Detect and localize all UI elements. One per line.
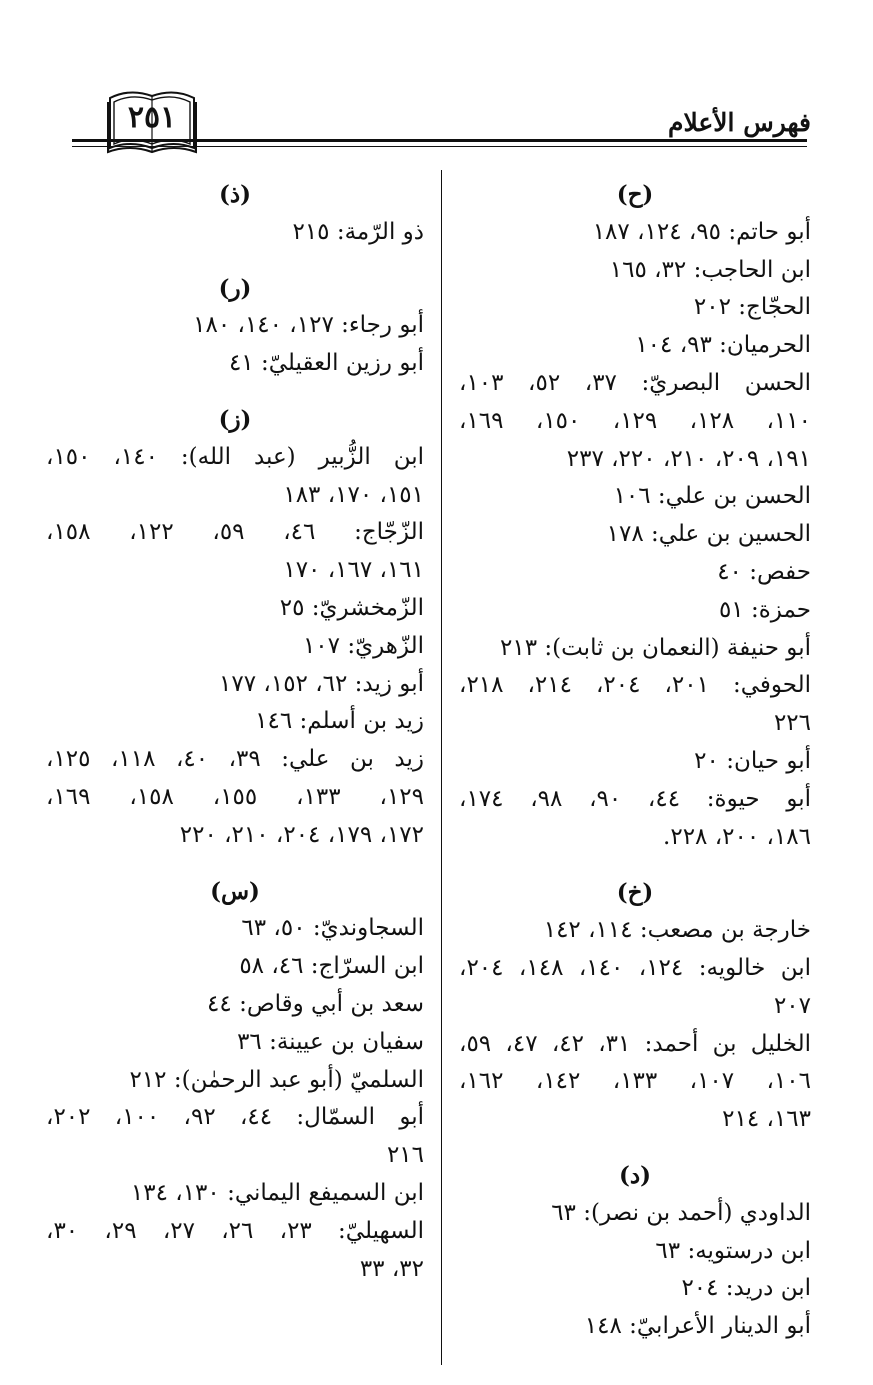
index-entry-line: الحجّاج: ٢٠٢: [693, 294, 811, 321]
index-column-right: [459, 176, 811, 1346]
index-entry-line: الحسن بن علي: ١٠٦: [613, 483, 811, 510]
index-entry-line: زيد بن أسلم: ١٤٦: [255, 708, 424, 735]
index-entry-line: السهيليّ: ٢٣، ٢٦، ٢٧، ٢٩، ٣٠،: [46, 1217, 425, 1244]
index-entry-line: الداودي (أحمد بن نصر): ٦٣: [551, 1199, 811, 1226]
index-entry-line: ابن السميفع اليماني: ١٣٠، ١٣٤: [130, 1179, 424, 1206]
index-entry-line: ٢٢٦: [773, 710, 811, 737]
index-entry-line: أبو حاتم: ٩٥، ١٢٤، ١٨٧: [592, 218, 811, 245]
index-entry-line: الحرميان: ٩٣، ١٠٤: [635, 332, 811, 359]
index-entry-line: ذو الرّمة: ٢١٥: [292, 218, 424, 245]
index-entry-line: حفص: ٤٠: [717, 558, 811, 585]
index-entry-line: الزّهريّ: ١٠٧: [302, 632, 424, 659]
index-entry-line: الحوفي: ٢٠١، ٢٠٤، ٢١٤، ٢١٨،: [459, 672, 811, 699]
index-entry-line: أبو حنيفة (النعمان بن ثابت): ٢١٣: [500, 634, 811, 661]
index-entry-line: ٢٠٧: [773, 992, 811, 1019]
index-entry-line: السلميّ (أبو عبد الرحمٰن): ٢١٢: [129, 1066, 424, 1093]
section-letter-heading: (س): [210, 877, 260, 905]
index-entry-line: ٣٢، ٣٣: [359, 1255, 424, 1282]
section-spacer: [46, 855, 424, 873]
index-entry-line: ابن السرّاج: ٤٦، ٥٨: [239, 953, 424, 980]
index-entry-line: ابن دريد: ٢٠٤: [681, 1275, 811, 1302]
index-entry-line: ١٢٩، ١٣٣، ١٥٥، ١٥٨، ١٦٩،: [46, 783, 424, 810]
index-entry-line: أبو حيوة: ٤٤، ٩٠، ٩٨، ١٧٤،: [459, 785, 812, 812]
index-entry-line: أبو السمّال: ٤٤، ٩٢، ١٠٠، ٢٠٢،: [46, 1104, 425, 1131]
index-entry-line: السجاونديّ: ٥٠، ٦٣: [241, 915, 424, 942]
index-entry-line: أبو الدينار الأعرابيّ: ١٤٨: [584, 1313, 811, 1340]
index-entry-line: زيد بن علي: ٣٩، ٤٠، ١١٨، ١٢٥،: [46, 746, 425, 773]
section-spacer: [46, 252, 424, 270]
column-divider: [441, 170, 442, 1365]
section-letter-heading: (خ): [616, 879, 654, 907]
index-entry-line: الزّجّاج: ٤٦، ٥٩، ١٢٢، ١٥٨،: [46, 519, 424, 546]
index-entry-line: ١٠٦، ١٠٧، ١٣٣، ١٤٢، ١٦٢،: [459, 1068, 811, 1095]
index-entry-line: الحسن البصريّ: ٣٧، ٥٢، ١٠٣،: [459, 369, 812, 396]
section-letter-heading: (د): [618, 1161, 651, 1189]
index-entry-line: سعد بن أبي وقاص: ٤٤: [207, 990, 424, 1017]
index-entry-line: ١٩١، ٢٠٩، ٢١٠، ٢٢٠، ٢٣٧: [566, 445, 811, 472]
section-letter-heading: (ر): [218, 274, 252, 302]
header-rule-thin: [72, 146, 807, 147]
section-spacer: [459, 1139, 811, 1157]
index-entry-line: الزّمخشريّ: ٢٥: [279, 594, 424, 621]
index-entry-line: أبو رجاء: ١٢٧، ١٤٠، ١٨٠: [193, 312, 424, 339]
section-letter-heading: (ذ): [218, 181, 251, 208]
index-entry-line: أبو زيد: ٦٢، ١٥٢، ١٧٧: [219, 670, 424, 697]
section-letter-heading: (ح): [616, 181, 654, 208]
section-spacer: [46, 383, 424, 401]
index-entry-line: خارجة بن مصعب: ١١٤، ١٤٢: [543, 917, 811, 944]
index-entry-line: حمزة: ٥١: [718, 596, 811, 623]
section-spacer: [459, 856, 811, 874]
page-number: ٢٥١: [127, 100, 177, 135]
header-rule-thick: [72, 139, 807, 142]
index-entry-line: ١٥١، ١٧٠، ١٨٣: [283, 481, 424, 508]
index-entry-line: ابن الزُّبير (عبد الله): ١٤٠، ١٥٠،: [46, 443, 424, 470]
section-letter-heading: (ز): [218, 405, 252, 433]
index-entry-line: الخليل بن أحمد: ٣١، ٤٢، ٤٧، ٥٩،: [459, 1030, 812, 1057]
index-entry-line: الحسين بن علي: ١٧٨: [606, 521, 811, 548]
index-entry-line: ابن درستويه: ٦٣: [655, 1237, 811, 1264]
index-entry-line: سفيان بن عيينة: ٣٦: [237, 1028, 424, 1055]
index-entry-line: ١٧٢، ١٧٩، ٢٠٤، ٢١٠، ٢٢٠: [179, 821, 424, 848]
index-entry-line: ابن خالويه: ١٢٤، ١٤٠، ١٤٨، ٢٠٤،: [459, 954, 812, 981]
page-title: فهرس الأعلام: [667, 108, 811, 137]
index-entry-line: ابن الحاجب: ٣٢، ١٦٥: [609, 256, 811, 283]
index-entry-line: أبو حيان: ٢٠: [694, 747, 811, 774]
index-entry-line: ١٦١، ١٦٧، ١٧٠: [283, 557, 424, 584]
index-entry-line: ١٨٦، ٢٠٠، ٢٢٨.: [663, 823, 811, 850]
index-column-left: [46, 176, 424, 1288]
index-entry-line: ٢١٦: [386, 1142, 424, 1169]
index-entry-line: ١٦٣، ٢١٤: [722, 1106, 811, 1133]
index-entry-line: ١١٠، ١٢٨، ١٢٩، ١٥٠، ١٦٩،: [459, 407, 811, 434]
index-entry-line: أبو رزين العقيليّ: ٤١: [228, 350, 424, 377]
